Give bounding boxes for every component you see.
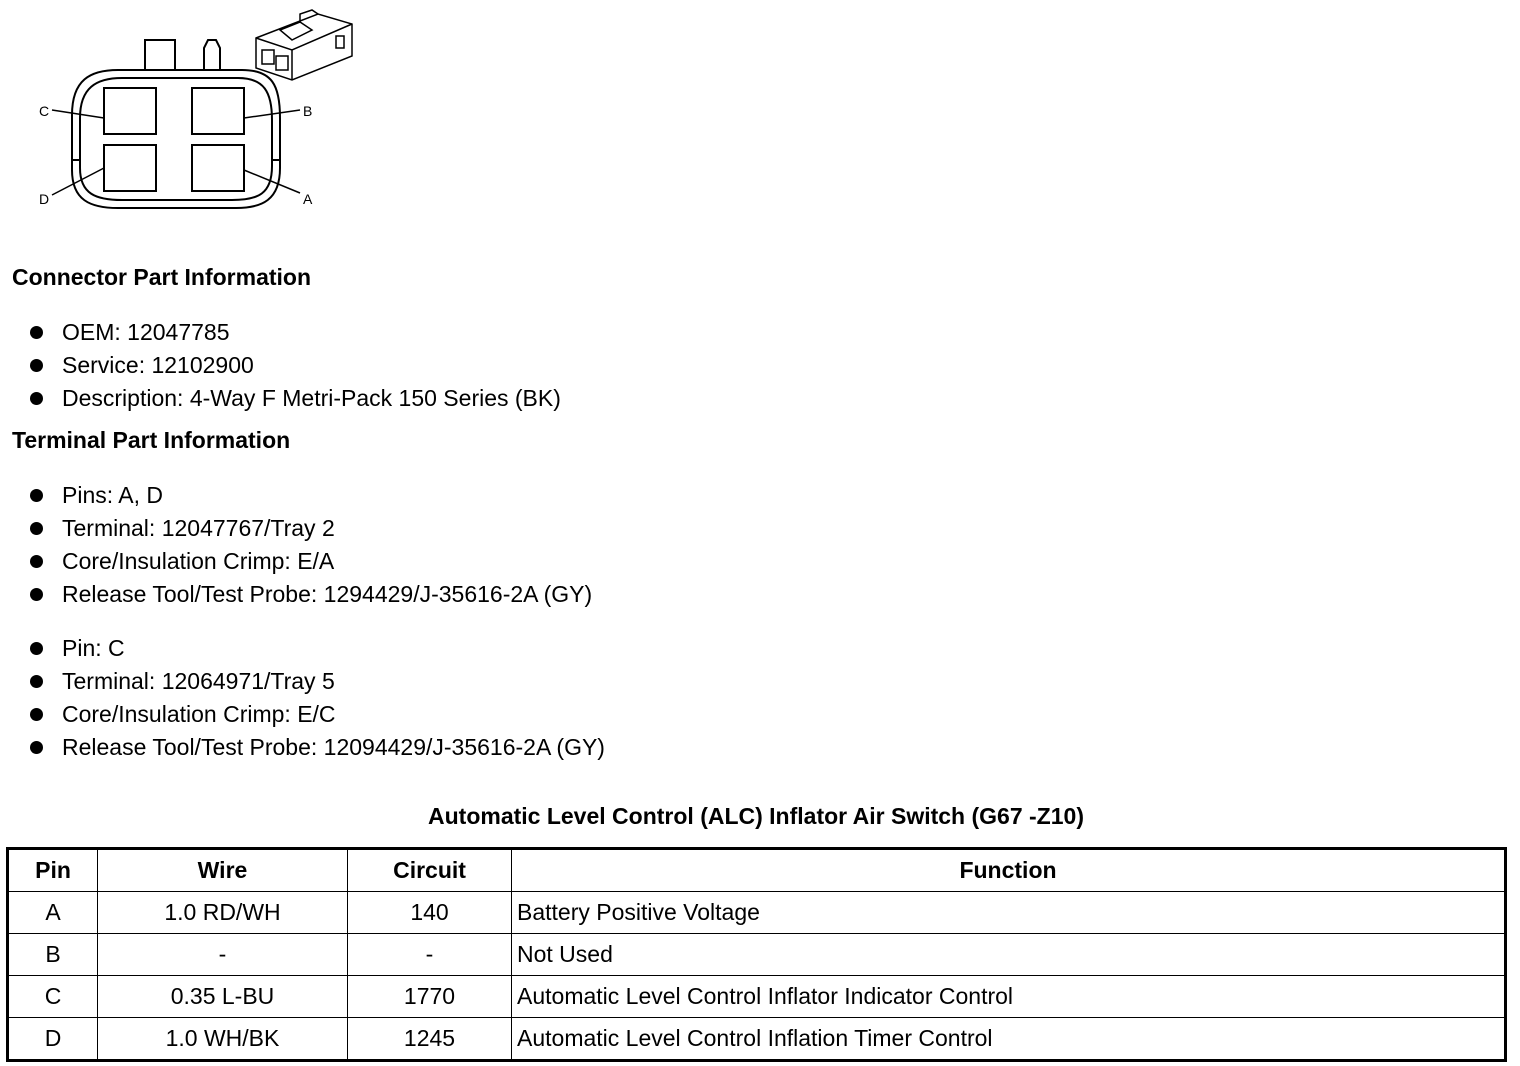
list-item: [28, 698, 605, 731]
cell-circuit: 140: [348, 892, 512, 934]
bullet-icon: [30, 392, 43, 405]
pin-label-a: A: [303, 191, 313, 207]
cell-wire: 0.35 L-BU: [98, 976, 348, 1018]
list-item-text: Core/Insulation Crimp: E/A: [62, 548, 335, 574]
list-item-text: Pin: C: [62, 635, 125, 661]
list-item: [28, 349, 561, 382]
list-item: [28, 632, 605, 665]
pin-table-title: Automatic Level Control (ALC) Inflator Air Switch (G67 -Z10): [428, 803, 1084, 829]
column-header-circuit: Circuit: [348, 849, 512, 892]
bullet-icon: [30, 522, 43, 535]
column-header-pin: Pin: [8, 849, 98, 892]
list-item: [28, 316, 561, 349]
cell-wire: -: [98, 934, 348, 976]
list-item: [28, 578, 592, 611]
bullet-icon: [30, 741, 43, 754]
cell-pin: D: [8, 1018, 98, 1061]
list-item: [28, 512, 592, 545]
cell-circuit: 1245: [348, 1018, 512, 1061]
cell-function: Automatic Level Control Inflation Timer Control: [512, 1018, 1506, 1061]
list-item-text: Terminal: 12064971/Tray 5: [62, 668, 335, 694]
pin-label-c: C: [39, 103, 50, 119]
table-row: [8, 892, 1506, 934]
bullet-icon: [30, 708, 43, 721]
terminal-part-heading: Terminal Part Information: [12, 427, 291, 453]
cell-pin: C: [8, 976, 98, 1018]
connector-part-list: [28, 316, 561, 415]
bullet-icon: [30, 326, 43, 339]
column-header-function: Function: [512, 849, 1506, 892]
terminal-part-list-2: [28, 632, 605, 764]
table-row: [8, 934, 1506, 976]
list-item-text: Description: 4-Way F Metri-Pack 150 Series (BK): [62, 385, 561, 411]
connector-part-heading: Connector Part Information: [12, 264, 312, 290]
list-item: [28, 479, 592, 512]
bullet-icon: [30, 359, 43, 372]
list-item-text: Pins: A, D: [62, 482, 163, 508]
list-item-text: Service: 12102900: [62, 352, 254, 378]
cell-function: Not Used: [512, 934, 1506, 976]
list-item: [28, 731, 605, 764]
pin-label-d: D: [39, 191, 50, 207]
bullet-icon: [30, 642, 43, 655]
bullet-icon: [30, 555, 43, 568]
list-item: [28, 545, 592, 578]
table-row: [8, 1018, 1506, 1061]
bullet-icon: [30, 588, 43, 601]
list-item-text: OEM: 12047785: [62, 319, 230, 345]
table-row: [8, 976, 1506, 1018]
list-item-text: Terminal: 12047767/Tray 2: [62, 515, 335, 541]
list-item: [28, 665, 605, 698]
cell-wire: 1.0 RD/WH: [98, 892, 348, 934]
cell-circuit: 1770: [348, 976, 512, 1018]
column-header-wire: Wire: [98, 849, 348, 892]
list-item-text: Release Tool/Test Probe: 1294429/J-35616-2A (GY): [62, 581, 593, 607]
table-header-row: [8, 849, 1506, 892]
list-item-text: Release Tool/Test Probe: 12094429/J-35616-2A (GY): [62, 734, 605, 760]
connector-diagram: [0, 0, 370, 225]
pin-label-b: B: [303, 103, 313, 119]
list-item: [28, 382, 561, 415]
list-item-text: Core/Insulation Crimp: E/C: [62, 701, 336, 727]
cell-function: Battery Positive Voltage: [512, 892, 1506, 934]
cell-circuit: -: [348, 934, 512, 976]
cell-function: Automatic Level Control Inflator Indicator Control: [512, 976, 1506, 1018]
bullet-icon: [30, 489, 43, 502]
cell-pin: A: [8, 892, 98, 934]
bullet-icon: [30, 675, 43, 688]
cell-wire: 1.0 WH/BK: [98, 1018, 348, 1061]
pin-table: [6, 847, 1507, 1062]
cell-pin: B: [8, 934, 98, 976]
terminal-part-list-1: [28, 479, 592, 611]
connector-iso-icon: [256, 10, 352, 80]
